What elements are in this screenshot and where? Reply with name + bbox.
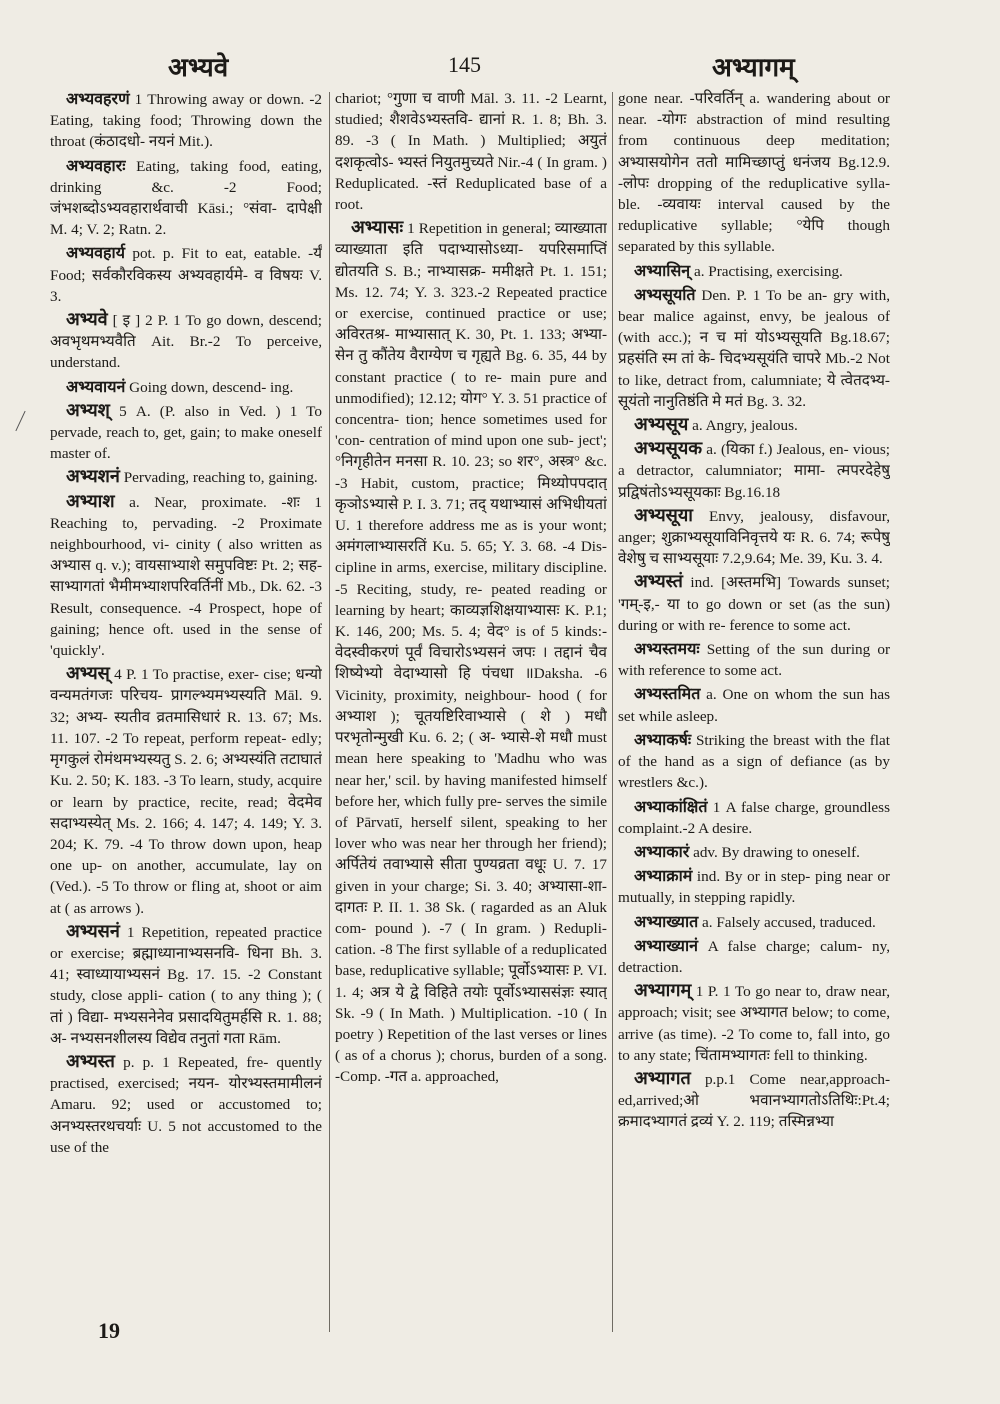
entry-definition: Setting of the sun during or with reference to some act. [618, 641, 890, 680]
entry-headword: अभ्यासिन् [634, 260, 691, 280]
entry-headword: अभ्याख्यानं [634, 935, 698, 955]
entry-headword: अभ्यश् [66, 399, 110, 421]
entry-headword: अभ्यस्त [66, 1050, 115, 1072]
entry-headword: अभ्यसूय [634, 414, 689, 436]
entry-definition: Den. P. 1 To be an- gry with, bear malice against, envy, be jealous of (with acc.); न च मां योऽभ्यसूयति Bg.18.67; प्रहसंति स्म तां के- चिदभ्यसूयंति चापरे Mb.-2 Not to like, detract from, calumniate; ये त्वेतदभ्य- सूयंतो नानुतिष्ठंति मे मतं Bg. 3. 32. [618, 286, 890, 410]
column-divider [329, 92, 330, 1332]
entry-headword: अभ्यसनं [66, 920, 120, 942]
dictionary-entry [618, 438, 890, 503]
dictionary-entry [618, 729, 890, 794]
entry-definition: adv. By drawing to oneself. [689, 843, 860, 861]
entry-headword: अभ्यसूयक [634, 438, 703, 460]
entry-headword: अभ्यवहार्य [66, 243, 125, 263]
entry-definition: 1 Throwing away or down. -2 Eating, taking food; Throwing down the throat (कंठादधो- नयनं Mit.). [50, 91, 322, 151]
entry-definition: Going down, descend- ing. [125, 378, 294, 396]
entry-definition: a. Near, proximate. -शः 1 Reaching to, pervading. -2 Proximate neighbourhood, vi- cinity ( also written as अभ्यास q. v.); वायसाभ्याशे समुपविष्टः Pt. 2; सह- साभ्यागतां भैमीमभ्याशपरिवर्तिनीं Mb., Dk. 62. -3 Result, consequence. -4 Prospect, hope of gaining; hence oft. used in the sense of 'quickly'. [50, 493, 322, 660]
dictionary-entry [50, 466, 322, 488]
entry-definition: 1 A false charge, groundless complaint.-2 A desire. [618, 798, 890, 837]
entry-headword: अभ्यस्तं [634, 571, 683, 593]
dictionary-entry [618, 260, 890, 282]
column-2 [335, 88, 607, 1338]
entry-definition: Pervading, reaching to, gaining. [119, 469, 318, 487]
entry-definition: 1 Repetition, repeated practice or exercise; ब्रह्माध्यानाभ्यसनवि- धिना Bh. 3. 41; स्वाध्यायाभ्यसनं Bg. 17. 15. -2 Constant study, close appli- cation ( to any thing ); ( तां ) विद्या- मभ्यसनेनेव प्रसादयितुमर्हसि R. 1. 88; अ- नभ्यसनशीलस्य विद्येव तनुतां गता Rām. [50, 923, 322, 1047]
entry-headword: अभ्यवहरणं [66, 89, 130, 108]
dictionary-entry [618, 284, 890, 412]
entry-continuation: gone near. -परिवर्तिन् a. wandering about or near. -योगः abstraction of mind resulting from continuous deep meditation; अभ्यासयोगेन ततो मामिच्छाप्तुं धनंजय Bg.12.9. -लोपः dropping of the reduplicative sylla- ble. -व्यवायः interval caused by the reduplicative syllable; °येपि though separated by this syllable. [618, 90, 890, 256]
dictionary-entry [50, 242, 322, 307]
page-number: 145 [448, 52, 481, 77]
entry-definition: ind. By or in step- ping near or mutually, in stepping rapidly. [618, 868, 890, 907]
entry-headword: अभ्याश [66, 490, 115, 512]
entry-headword: अभ्यस्तमित [634, 684, 701, 704]
entry-definition: 1 Repetition in general; व्याख्याता व्याख्याता इति पदाभ्यासोऽध्या- यपरिसमाप्तिं द्योतयति S. B.; नाभ्यासक्र- ममीक्षते Pt. 1. 151; Ms. 12. 74; Y. 3. 323.-2 Repeated practice or exercise, continued practice or use; अविरतश्र- माभ्यासात् K. 30, Pt. 1. 133; अभ्या- सेन तु कौंतेय वैराग्येण च गृह्यते Bg. 6. 35, 44 by constant practice ( to re- main pure and unmodified); 12.12; योग° Y. 3. 51 practice of concentra- tion; hence sometimes used for 'con- centration of mind upon one sub- ject'; °निगृहीतेन मनसा R. 10. 23; so शर°, अस्त्र° &c. -3 Habit, custom, practice; मिथ्योपपदात् कृञोऽभ्यासे P. I. 3. 71; तद् यथाभ्यासं अभिधीयतां U. 1 therefore address me as is your wont; अमंगलाभ्यासरतिं Ku. 5. 65; Y. 3. 68. -4 Dis- cipline in arms, exercise, military discipline. -5 Reciting, study, re- peated reading or learning by heart; काव्यज्ञशिक्षयाभ्यासः K. P.1; K. 146, 200; Ms. 5. 4; वेद° is of 5 kinds:- वेदस्वीकरणं पूर्वं विचारोऽभ्यसनं जपः । तद्दानं चैव शिष्येभ्यो वेदाभ्यासो हि पंचधा ॥Daksha. -6 Vicinity, proximity, neighbour- hood ( for अभ्याश ); चूतयष्टिरिवाभ्यासे ( शे ) मधौ परभृतोन्मुखी Ku. 6. 2; ( अ- भ्यासे-शे मधौ must mean here speaking to 'Madhu who was near her,' scil. by having manifested himself before her, which fully pre- serves the simile of Pārvatī, herself silent, speaking to her lover who was near her through her friend); अर्पितेयं तवाभ्यासे सीता पुण्यव्रता वधूः U. 7. 17 given in your charge; Si. 3. 40; अभ्यासा-शा-दागतः P. II. 1. 38 Sk. ( ragarded as an Aluk com- pound ). -7 ( In gram. ) Redupli- cation. -8 The first syllable of a reduplicated base, reduplicative syllable; पूर्वोऽभ्यासः P. VI. 1. 4; अत्र ये द्वे विहिते तयोः पूर्वोऽभ्याससंज्ञः स्यात् Sk. -9 ( In Math. ) Multiplication. -10 ( In poetry ) Repetition of the last verses or lines ( as of a chorus ); chorus, burden of a song. -Comp. -गत a. approached, [335, 220, 607, 1086]
entry-headword: अभ्यसूया [634, 504, 693, 526]
dictionary-entry [50, 88, 322, 153]
dictionary-entry [50, 309, 322, 374]
dictionary-entry [618, 638, 890, 681]
dictionary-entry [618, 841, 890, 863]
entry-headword: अभ्यागम् [634, 980, 692, 1002]
entry-definition: 1 P. 1 To go near to, draw near, approach; visit; see अभ्यागत below; to come, arrive (as time). -2 To come to, fall into, go to any state; चिंतामभ्यागतः fell to thinking. [618, 983, 890, 1064]
column-divider [612, 92, 613, 1332]
entry-continuation: chariot; °गुणा च वाणी Māl. 3. 11. -2 Learnt, studied; शैशवेऽभ्यस्तवि- द्यानां R. 1. 8; Bh. 3. 89. -3 ( In Math. ) Multiplied; अयुतं दशकृत्वोऽ- भ्यस्तं नियुतमुच्यते Nir.-4 ( In gram. ) Reduplicated. -स्तं Reduplicated base of a root. [335, 90, 607, 214]
dictionary-entry [618, 980, 890, 1066]
signature-mark: 19 [98, 1318, 120, 1343]
entry-definition: a. Practising, exercising. [690, 262, 843, 280]
entry-definition: a. (यिका f.) Jealous, en- vious; a detractor, calumniator; मामा- त्मपरदेहेषु प्रद्विषंतोऽभ्यसूयकाः Bg.16.18 [618, 441, 890, 501]
dictionary-entry [50, 376, 322, 398]
entry-definition: p.p.1 Come near,approach- ed,arrived;ओ भवानभ्यागतोऽतिथिः:Pt.4; क्रमादभ्यागतं द्रव्यं Y. 2. 119; तस्मिन्नभ्या [618, 1070, 890, 1131]
entry-headword: अभ्याक्रामं [634, 866, 693, 886]
dictionary-entry [618, 505, 890, 570]
dictionary-entry [335, 217, 607, 1087]
entry-definition: Eating, taking food, eating, drinking &c. -2 Food; जंभशब्दोऽभ्यवहारार्थवाची Kāsi.; °संवा- दापेक्षी M. 4; V. 2; Ratn. 2. [50, 157, 322, 239]
column-1 [50, 88, 322, 1338]
entry-definition: a. Angry, jealous. [688, 417, 798, 435]
dictionary-entry [618, 865, 890, 908]
entry-definition: ind. [अस्तमभि] Towards sunset; 'गम्-इ,- या to go down or set (as the sun) during or with re- ference to some act. [618, 574, 890, 634]
entry-headword: अभ्याकांक्षितं [634, 796, 708, 816]
entry-headword: अभ्याख्यात [634, 911, 699, 931]
dictionary-entry [618, 796, 890, 839]
running-header [0, 44, 1000, 84]
dictionary-entry [618, 414, 890, 436]
entry-headword: अभ्यागत [634, 1067, 691, 1089]
entry-definition: p. p. 1 Repeated, fre- quently practised, exercised; नयन- योरभ्यस्तमामीलनं Amaru. 92; used or accustomed to; अनभ्यस्तरथचर्याः U. 5 not accustomed to the use of the [50, 1053, 322, 1156]
dictionary-entry [50, 921, 322, 1049]
dictionary-entry [618, 911, 890, 933]
header-right-guideword: अभ्यागम् [712, 53, 795, 83]
dictionary-entry [50, 155, 322, 241]
entry-headword: अभ्याकर्षः [634, 729, 692, 749]
entry-definition: [ इ ] 2 P. 1 To go down, descend; अवभृथमभ्यवैति Ait. Br.-2 To perceive, understand. [50, 312, 322, 372]
column-3 [618, 88, 890, 1338]
entry-definition: pot. p. Fit to eat, eatable. -र्यं Food; सर्वकौरविकस्य अभ्यवहार्यमे- व विषयः V. 3. [50, 245, 322, 305]
entry-definition: 5 A. (P. also in Ved. ) 1 To pervade, reach to, get, gain; to make oneself master of. [50, 402, 322, 463]
entry-definition: Striking the breast with the flat of the hand as a sign of defiance (as by wrestlers &c.). [618, 731, 890, 792]
dictionary-entry [50, 400, 322, 465]
dictionary-entry [50, 491, 322, 662]
entry-headword: अभ्यस् [66, 663, 110, 685]
pencil-mark [15, 411, 25, 431]
dictionary-entry [50, 1051, 322, 1158]
entry-headword: अभ्यसूयति [634, 284, 696, 304]
dictionary-entry [618, 1068, 890, 1133]
entry-definition: A false charge; calum- ny, detraction. [618, 937, 890, 976]
entry-headword: अभ्यशनं [66, 466, 120, 488]
header-left-guideword: अभ्यवे [168, 53, 229, 83]
entry-headword: अभ्यासः [351, 217, 404, 239]
dictionary-entry [618, 571, 890, 636]
entry-headword: अभ्याकारं [634, 841, 690, 861]
dictionary-entry [618, 935, 890, 978]
entry-headword: अभ्यवहारः [66, 155, 126, 175]
entry-headword: अभ्यवायनं [66, 376, 126, 396]
dictionary-entry [618, 683, 890, 726]
entry-definition: 4 P. 1 To practise, exer- cise; धन्यो वन्यमतंगजः परिचय- प्रागल्भ्यमभ्यस्यति Māl. 9. 32; अभ्य- स्यतीव व्रतमासिधारं R. 13. 67; Ms. 11. 107. -2 To repeat, perform repeat- edly; मृगकुलं रोमंथमभ्यस्यतु S. 2. 6; अभ्यस्यंति तटाघातं Ku. 2. 50; K. 183. -3 To learn, study, acquire or learn by practice, recite, read; वेदमेव सदाभ्यस्येत् Ms. 2. 166; 4. 147; 4. 149; Y. 3. 204; K. 79. -4 To throw down upon, heap one up- on another, accumulate, lay on (Ved.). -5 To throw or fling at, shoot or aim at ( as arrows ). [50, 666, 322, 917]
entry-headword: अभ्यस्तमयः [634, 639, 700, 659]
entry-definition: Envy, jealousy, disfavour, anger; शुक्राभ्यसूयाविनिवृत्तये यः R. 6. 74; रूपेषु वेशेषु च साभ्यसूयाः 7.2,9.64; Me. 39, Ku. 3. 4. [618, 507, 890, 568]
entry-headword: अभ्यवे [66, 309, 108, 331]
entry-definition: a. Falsely accused, traduced. [698, 913, 876, 931]
dictionary-entry [50, 663, 322, 918]
entry-definition: a. One on whom the sun has set while asleep. [618, 686, 890, 725]
